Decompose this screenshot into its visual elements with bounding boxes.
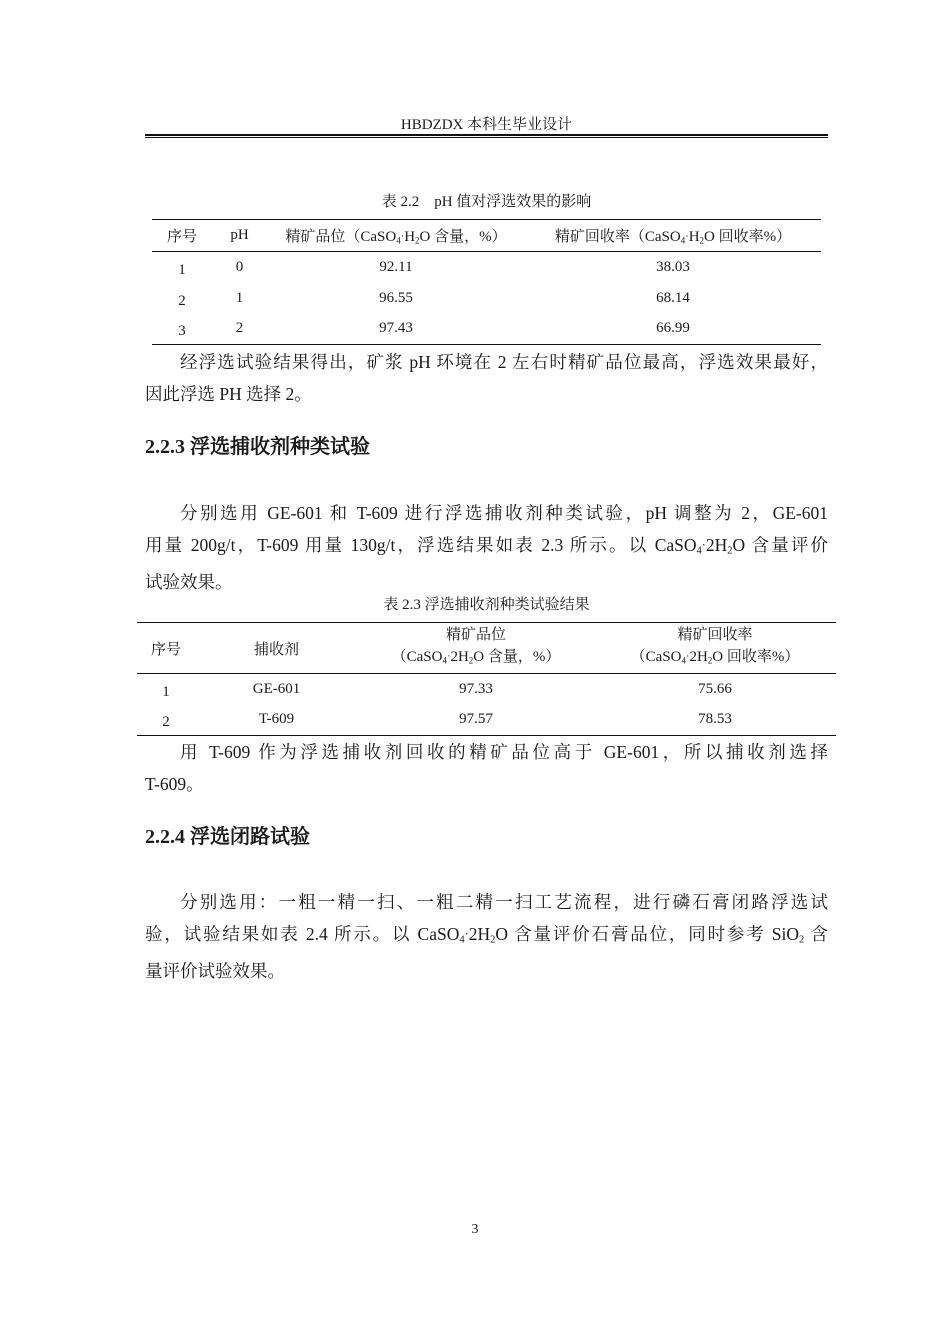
table-row — [137, 674, 836, 705]
header-rule — [145, 134, 828, 136]
cell-index: 3 — [178, 323, 186, 340]
header-recovery-title: 精矿回收率 — [677, 627, 753, 644]
cell-recovery: 78.53 — [698, 711, 732, 728]
cell-grade: 92.11 — [379, 258, 413, 275]
header-recovery: 精矿回收率（$CaSO_4\cdot H_2O$ 回收率%） — [554, 229, 792, 246]
cell-ph: 1 — [235, 289, 244, 306]
cell-recovery: 66.99 — [656, 320, 690, 337]
table-2-3-caption: 表 2.3 浮选捕收剂种类试验结果 — [383, 597, 590, 613]
paragraph-collector-conclusion — [145, 737, 828, 800]
cell-grade: 97.57 — [459, 711, 493, 728]
cell-recovery: 68.14 — [656, 289, 690, 306]
header-recovery — [594, 623, 836, 674]
table-header-row — [152, 220, 821, 252]
table-2-2-caption: 表 2.2 pH 值对浮选效果的影响 — [381, 194, 592, 210]
section-heading-2-2-4: 2.2.4 浮选闭路试验 — [145, 826, 310, 848]
paragraph-line: 试验效果。 — [145, 571, 233, 592]
cell-recovery: 75.66 — [698, 680, 732, 697]
cell-grade: 97.33 — [459, 680, 493, 697]
table-header-row — [137, 623, 836, 674]
header-ph: pH — [230, 227, 249, 243]
cell-index: 2 — [162, 714, 170, 731]
table-row — [152, 314, 821, 345]
header-index: 序号 — [150, 641, 181, 658]
cell-recovery: 38.03 — [656, 258, 690, 275]
header-grade-title: 精矿品位 — [445, 627, 506, 644]
page-header: HBDZDX 本科生毕业设计 — [400, 117, 573, 133]
cell-collector: GE-601 — [252, 680, 301, 697]
header-grade: 精矿品位（$CaSO_4\cdot H_2O$ 含量，%） — [285, 229, 507, 246]
table-row — [152, 283, 821, 314]
paragraph-line: 用量 200g/t，T-609 用量 130g/t，浮选结果如表 2.3 所示。以 $CaSO_4\cdot 2H_2O$ 含量评价 — [145, 534, 829, 557]
paragraph-collector-test — [145, 498, 828, 598]
paragraph-line: 分别选用 GE-601 和 T-609 进行浮选捕收剂种类试验，pH 调整为 2，GE-601 — [180, 503, 828, 523]
header-grade-unit: （$CaSO_4\cdot 2H_2O$ 含量，%） — [391, 649, 561, 666]
paragraph-line: T-609。 — [145, 773, 204, 794]
table-row — [137, 705, 836, 736]
header-recovery-unit: （$CaSO_4\cdot 2H_2O$ 回收率%） — [630, 649, 800, 666]
cell-index: 1 — [162, 683, 170, 700]
paragraph-line: 因此浮选 PH 选择 2。 — [145, 383, 312, 404]
paragraph-line: 用 T-609 作为浮选捕收剂回收的精矿品位高于 GE-601，所以捕收剂选择 — [180, 742, 828, 762]
paragraph-line: 验，试验结果如表 2.4 所示。以 $CaSO_4\cdot 2H_2O$ 含量评价石膏品位，同时参考 SiO$_2$ 含 — [145, 923, 829, 946]
table-row — [152, 252, 821, 283]
table-2-3 — [137, 622, 836, 736]
cell-ph: 2 — [235, 320, 244, 337]
cell-index: 2 — [178, 292, 186, 309]
header-rule-thin — [145, 137, 828, 138]
cell-ph: 0 — [235, 258, 244, 275]
header-grade — [358, 623, 594, 674]
header-index: 序号 — [166, 229, 197, 245]
cell-grade: 97.43 — [379, 320, 413, 337]
cell-grade: 96.55 — [379, 289, 413, 306]
paragraph-line: 经浮选试验结果得出，矿浆 pH 环境在 2 左右时精矿品位最高，浮选效果最好， — [180, 352, 828, 372]
cell-index: 1 — [178, 261, 186, 278]
paragraph-closed-circuit — [145, 887, 828, 987]
cell-collector: T-609 — [258, 711, 295, 728]
header-collector: 捕收剂 — [253, 641, 299, 658]
paragraph-line: 分别选用：一粗一精一扫、一粗二精一扫工艺流程，进行磷石膏闭路浮选试 — [180, 892, 828, 912]
table-2-2 — [152, 219, 821, 345]
paragraph-line: 量评价试验效果。 — [145, 960, 285, 981]
section-heading-2-2-3: 2.2.3 浮选捕收剂种类试验 — [145, 436, 370, 458]
paragraph-ph-conclusion — [145, 347, 828, 410]
page-number: 3 — [471, 1222, 479, 1237]
